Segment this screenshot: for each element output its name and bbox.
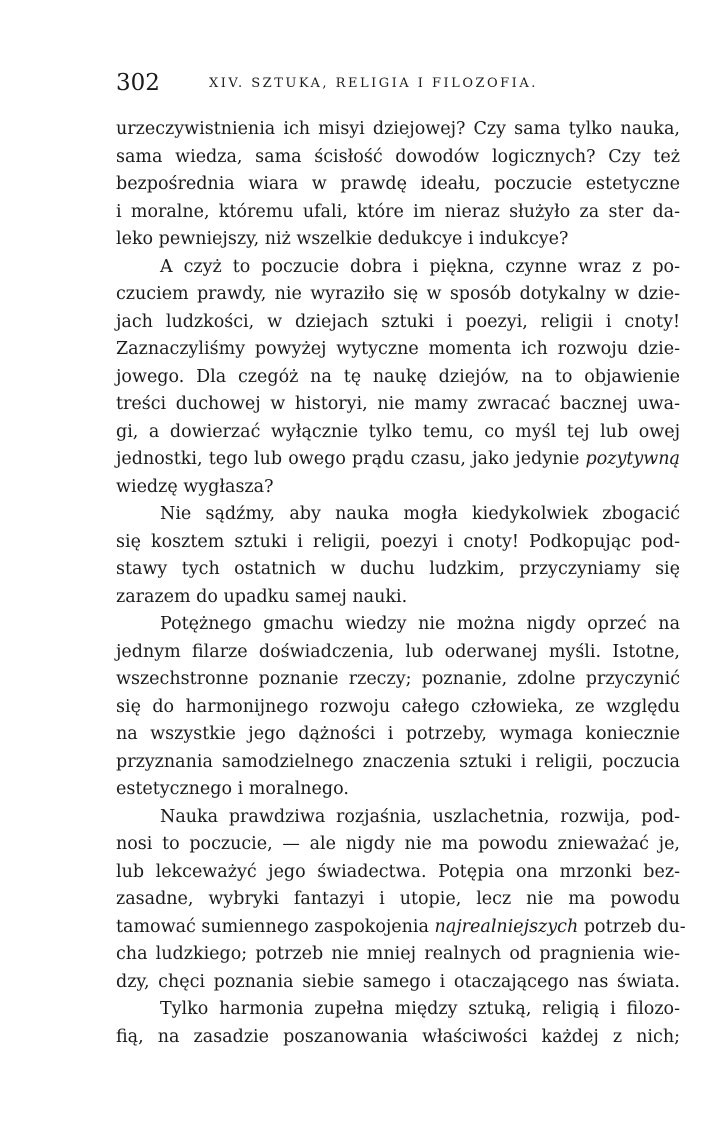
text-line: sama wiedza, sama ścisłość dowodów logicznych? Czy też [116, 146, 680, 167]
text-line: leko pewniejszy, niż wszelkie dedukcye i indukcye? [116, 229, 569, 249]
text-line: A czyż to poczucie dobra i piękna, czynne wraz z po- [160, 256, 680, 277]
text-line: stawy tych ostatnich w duchu ludzkim, przyczyniamy się [116, 559, 680, 579]
italic-word: pozytywną [585, 449, 680, 469]
text-line: się do harmonijnego rozwoju całego człowieka, ze względu [116, 696, 680, 717]
text-line: Nie sądźmy, aby nauka mogła kiedykolwiek zbogacić [160, 504, 680, 524]
text-line: urzeczywistnienia ich misyi dziejowej? Czy sama tylko nauka, [116, 119, 680, 139]
text-line: dzy, chęci poznania siebie samego i otaczającego nas świata. [116, 971, 680, 992]
text-line: się kosztem sztuki i religii, poezyi i cnoty! Podkopując pod- [116, 531, 680, 552]
text-line: Nauka prawdziwa rozjaśnia, uszlachetnia, rozwija, pod- [160, 806, 680, 827]
running-title: XIV. SZTUKA, RELIGIA I FILOZOFIA. [209, 76, 538, 91]
text-line: jowego. Dla czegóż na tę naukę dziejów, na to objawienie [116, 366, 680, 387]
text-line: cha ludzkiego; potrzeb nie mniej realnych od pragnienia wie- [116, 944, 680, 964]
page-number: 302 [116, 70, 160, 96]
text-line: jach ludzkości, w dziejach sztuki i poezyi, religii i cnoty! [116, 311, 680, 332]
text-line [116, 914, 686, 942]
text-line: Tylko harmonia zupełna między sztuką, religią i filozo- [160, 999, 680, 1019]
italic-word: najrealniejszych [434, 916, 579, 937]
text-line: zarazem do upadku samej nauki. [116, 586, 408, 607]
text-line: estetycznego i moralnego. [116, 779, 349, 799]
text-line: na wszystkie jego dążności i potrzeby, wymaga koniecznie [116, 724, 680, 744]
text-line: zasadne, wybryki fantazyi i utopie, lecz nie ma powodu [116, 889, 680, 909]
page-header [116, 70, 680, 100]
text-segment: jednostki, tego lub owego prądu czasu, jako jedynie [116, 449, 580, 469]
body-text [116, 116, 686, 1051]
text-segment: tamować sumiennego zaspokojenia [116, 916, 429, 937]
text-line: jednym filarze doświadczenia, lub oderwanej myśli. Istotne, [116, 641, 680, 662]
text-line: Zaznaczyliśmy powyżej wytyczne momenta ich rozwoju dzie- [116, 339, 680, 359]
text-line: treści duchowej w historyi, nie mamy zwracać bacznej uwa- [116, 394, 680, 414]
text-segment: potrzeb du- [583, 916, 686, 937]
text-line: wiedzę wygłasza? [116, 476, 274, 497]
text-line: fią, na zasadzie poszanowania właściwości każdej z nich; [116, 1026, 680, 1047]
text-line: i moralne, któremu ufali, które im nieraz służyło za ster da- [116, 201, 680, 222]
text-line: gi, a dowierzać wyłącznie tylko temu, co myśl tej lub owej [116, 421, 680, 442]
text-line: Potężnego gmachu wiedzy nie można nigdy oprzeć na [160, 614, 680, 634]
text-line: wszechstronne poznanie rzeczy; poznanie, zdolne przyczynić [116, 669, 680, 689]
text-line: bezpośrednia wiara w prawdę ideału, poczucie estetyczne [116, 174, 680, 194]
text-line: lub lekceważyć jego świadectwa. Potępia ona mrzonki bez- [116, 861, 680, 882]
text-line: czuciem prawdy, nie wyraziło się w sposób dotykalny w dzie- [116, 284, 680, 304]
text-line [116, 446, 680, 474]
text-line: nosi to poczucie, — ale nigdy nie ma powodu znieważać je, [116, 834, 680, 854]
text-line: przyznania samodzielnego znaczenia sztuki i religii, poczucia [116, 751, 680, 772]
